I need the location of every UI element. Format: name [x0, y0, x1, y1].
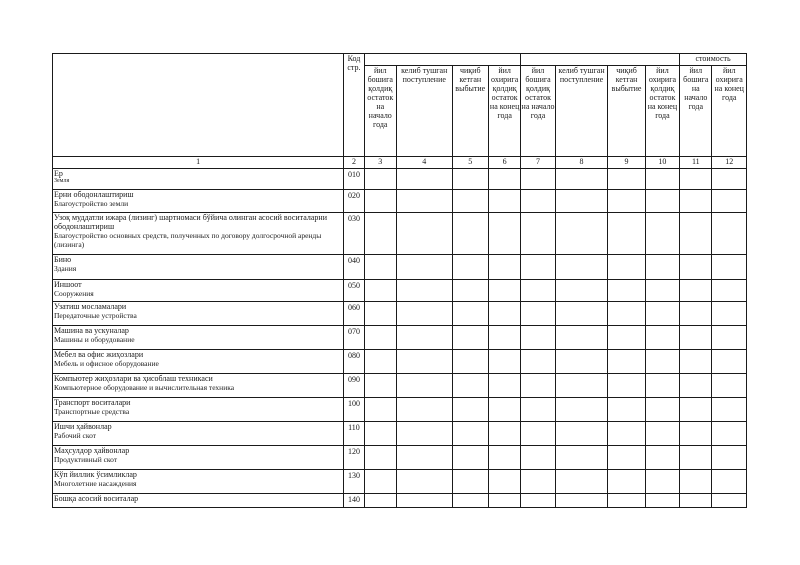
value-cell[interactable] — [608, 398, 645, 422]
row-name-cell — [53, 422, 344, 446]
value-cell[interactable] — [680, 494, 712, 508]
value-cell[interactable] — [452, 190, 488, 213]
value-cell[interactable] — [521, 326, 555, 350]
value-cell[interactable] — [452, 255, 488, 280]
value-cell[interactable] — [396, 398, 452, 422]
value-cell[interactable] — [396, 350, 452, 374]
row-name-ru: Продуктивный скот — [54, 455, 118, 464]
value-cell[interactable] — [452, 374, 488, 398]
row-name-ru: Благоустройство земли — [54, 199, 129, 208]
value-cell[interactable] — [555, 350, 608, 374]
value-cell[interactable] — [364, 169, 396, 190]
value-cell[interactable] — [555, 422, 608, 446]
value-cell[interactable] — [608, 350, 645, 374]
value-cell[interactable] — [712, 302, 747, 326]
row-name-ru: Многолетние насаждения — [54, 479, 137, 488]
header-g2-c2 — [555, 66, 608, 157]
row-name-cell — [53, 446, 344, 470]
header-text: келиб тушган поступление — [558, 66, 605, 84]
column-number: 2 — [344, 157, 364, 169]
row-code: 030 — [344, 213, 364, 255]
value-cell[interactable] — [680, 255, 712, 280]
value-cell[interactable] — [488, 422, 520, 446]
value-cell[interactable] — [555, 374, 608, 398]
row-name-ru: Благоустройство основных средств, полученных по договору долгосрочной аренды (лизинга) — [54, 231, 322, 249]
row-name-cell — [53, 350, 344, 374]
table-row — [53, 398, 747, 422]
row-name-uz: Мебел ва офис жиҳозлари — [54, 350, 144, 359]
value-cell[interactable] — [364, 494, 396, 508]
value-cell[interactable] — [712, 169, 747, 190]
row-name-uz: Маҳсулдор ҳайвонлар — [54, 446, 130, 455]
table-row — [53, 350, 747, 374]
table-row — [53, 470, 747, 494]
row-name-cell — [53, 470, 344, 494]
value-cell[interactable] — [488, 494, 520, 508]
value-cell[interactable] — [555, 494, 608, 508]
value-cell[interactable] — [608, 213, 645, 255]
value-cell[interactable] — [608, 190, 645, 213]
row-name-cell — [53, 255, 344, 280]
value-cell[interactable] — [645, 446, 679, 470]
row-code: 050 — [344, 280, 364, 302]
value-cell[interactable] — [645, 470, 679, 494]
value-cell[interactable] — [521, 470, 555, 494]
value-cell[interactable] — [521, 190, 555, 213]
row-code: 060 — [344, 302, 364, 326]
row-name-cell — [53, 326, 344, 350]
row-name-uz: Кўп йиллик ўсимликлар — [54, 470, 137, 479]
value-cell[interactable] — [712, 280, 747, 302]
value-cell[interactable] — [555, 280, 608, 302]
value-cell[interactable] — [364, 422, 396, 446]
value-cell[interactable] — [645, 213, 679, 255]
value-cell[interactable] — [521, 213, 555, 255]
value-cell[interactable] — [680, 422, 712, 446]
row-name-ru: Машины и оборудование — [54, 335, 135, 344]
table-row — [53, 446, 747, 470]
value-cell[interactable] — [555, 190, 608, 213]
value-cell[interactable] — [680, 446, 712, 470]
row-name-cell — [53, 374, 344, 398]
value-cell[interactable] — [364, 446, 396, 470]
value-cell[interactable] — [521, 350, 555, 374]
row-name-ru: Сооружения — [54, 289, 94, 298]
value-cell[interactable] — [396, 302, 452, 326]
row-name-cell — [53, 190, 344, 213]
column-number-row — [53, 157, 747, 169]
value-cell[interactable] — [488, 350, 520, 374]
row-code: 130 — [344, 470, 364, 494]
value-cell[interactable] — [396, 470, 452, 494]
value-cell[interactable] — [364, 374, 396, 398]
value-cell[interactable] — [452, 326, 488, 350]
header-g1-c3 — [452, 66, 488, 157]
value-cell[interactable] — [680, 302, 712, 326]
fixed-assets-table — [52, 53, 747, 508]
value-cell[interactable] — [396, 169, 452, 190]
row-code: 140 — [344, 494, 364, 508]
value-cell[interactable] — [521, 280, 555, 302]
column-number: 7 — [521, 157, 555, 169]
header-g1-c1 — [364, 66, 396, 157]
value-cell[interactable] — [680, 213, 712, 255]
value-cell[interactable] — [521, 255, 555, 280]
row-name-ru: Рабочий скот — [54, 431, 97, 440]
header-text: келиб тушган поступление — [401, 66, 448, 84]
value-cell[interactable] — [396, 280, 452, 302]
value-cell[interactable] — [452, 213, 488, 255]
table-row — [53, 213, 747, 255]
value-cell[interactable] — [712, 213, 747, 255]
row-name-uz: Ерни ободонлаштириш — [54, 190, 134, 199]
value-cell[interactable] — [680, 190, 712, 213]
value-cell[interactable] — [608, 494, 645, 508]
row-name-cell — [53, 169, 344, 190]
row-name-ru: Мебель и офисное оборудование — [54, 359, 159, 368]
header-text: йил бошига на начало года — [683, 66, 709, 111]
value-cell[interactable] — [396, 422, 452, 446]
value-cell[interactable] — [712, 190, 747, 213]
row-name-ru: Передаточные устройства — [54, 311, 137, 320]
value-cell[interactable] — [712, 374, 747, 398]
header-group1-top — [364, 54, 521, 66]
row-code: 110 — [344, 422, 364, 446]
value-cell[interactable] — [452, 169, 488, 190]
header-group3-top — [680, 54, 747, 66]
row-name-uz: Компьютер жиҳозлари ва ҳисоблаш техникаси — [54, 374, 213, 383]
table-row — [53, 280, 747, 302]
value-cell[interactable] — [555, 446, 608, 470]
value-cell[interactable] — [608, 446, 645, 470]
value-cell[interactable] — [645, 326, 679, 350]
row-code: 020 — [344, 190, 364, 213]
table-row — [53, 255, 747, 280]
row-code: 120 — [344, 446, 364, 470]
value-cell[interactable] — [452, 280, 488, 302]
table-row — [53, 422, 747, 446]
column-number: 4 — [396, 157, 452, 169]
table-row — [53, 374, 747, 398]
row-name-uz: Иншоот — [54, 280, 82, 289]
value-cell[interactable] — [488, 302, 520, 326]
table-row — [53, 169, 747, 190]
row-name-cell — [53, 280, 344, 302]
value-cell[interactable] — [645, 398, 679, 422]
value-cell[interactable] — [521, 494, 555, 508]
row-name-cell — [53, 302, 344, 326]
row-code: 010 — [344, 169, 364, 190]
header-text: йил бошига қолдиқ остаток на начало года — [367, 66, 394, 129]
row-name-ru: Здания — [54, 264, 77, 273]
value-cell[interactable] — [396, 213, 452, 255]
row-name-cell — [53, 213, 344, 255]
value-cell[interactable] — [712, 255, 747, 280]
value-cell[interactable] — [488, 470, 520, 494]
value-cell[interactable] — [521, 302, 555, 326]
header-text: чиқиб кетган выбытие — [611, 66, 642, 93]
value-cell[interactable] — [680, 374, 712, 398]
value-cell[interactable] — [608, 326, 645, 350]
value-cell[interactable] — [608, 422, 645, 446]
value-cell[interactable] — [488, 255, 520, 280]
value-cell[interactable] — [521, 374, 555, 398]
value-cell[interactable] — [488, 326, 520, 350]
value-cell[interactable] — [680, 398, 712, 422]
value-cell[interactable] — [645, 280, 679, 302]
column-number: 12 — [712, 157, 747, 169]
value-cell[interactable] — [712, 422, 747, 446]
column-number: 6 — [488, 157, 520, 169]
header-text: чиқиб кетган выбытие — [455, 66, 486, 93]
value-cell[interactable] — [452, 494, 488, 508]
value-cell[interactable] — [645, 302, 679, 326]
value-cell[interactable] — [396, 255, 452, 280]
column-number: 3 — [364, 157, 396, 169]
value-cell[interactable] — [364, 350, 396, 374]
value-cell[interactable] — [555, 470, 608, 494]
value-cell[interactable] — [608, 374, 645, 398]
value-cell[interactable] — [452, 398, 488, 422]
header-code-cell — [344, 54, 364, 157]
value-cell[interactable] — [488, 446, 520, 470]
value-cell[interactable] — [712, 326, 747, 350]
value-cell[interactable] — [396, 374, 452, 398]
value-cell[interactable] — [555, 169, 608, 190]
value-cell[interactable] — [488, 190, 520, 213]
header-g2-c4 — [645, 66, 679, 157]
value-cell[interactable] — [645, 422, 679, 446]
row-name-uz: Ер — [54, 169, 63, 178]
value-cell[interactable] — [712, 398, 747, 422]
row-name-cell — [53, 494, 344, 508]
value-cell[interactable] — [364, 470, 396, 494]
value-cell[interactable] — [396, 190, 452, 213]
column-number: 5 — [452, 157, 488, 169]
value-cell[interactable] — [645, 350, 679, 374]
value-cell[interactable] — [680, 470, 712, 494]
value-cell[interactable] — [645, 494, 679, 508]
header-g2-c3 — [608, 66, 645, 157]
row-name-uz: Бошқа асосий воситалар — [54, 494, 139, 503]
value-cell[interactable] — [488, 213, 520, 255]
value-cell[interactable] — [364, 280, 396, 302]
column-number: 8 — [555, 157, 608, 169]
value-cell[interactable] — [555, 302, 608, 326]
header-g3-c2 — [712, 66, 747, 157]
value-cell[interactable] — [364, 255, 396, 280]
column-number: 9 — [608, 157, 645, 169]
value-cell[interactable] — [452, 446, 488, 470]
value-cell[interactable] — [712, 494, 747, 508]
header-g1-c4 — [488, 66, 520, 157]
row-name-uz: Ишчи ҳайвонлар — [54, 422, 112, 431]
table-row — [53, 326, 747, 350]
row-code: 040 — [344, 255, 364, 280]
row-code: 090 — [344, 374, 364, 398]
value-cell[interactable] — [452, 350, 488, 374]
row-name-uz: Транспорт воситалари — [54, 398, 131, 407]
header-text: йил охирига қолдиқ остаток на конец года — [489, 66, 520, 120]
header-text: йил бошига қолдиқ остаток на начало года — [521, 66, 555, 120]
header-g2-c1 — [521, 66, 555, 157]
value-cell[interactable] — [396, 494, 452, 508]
value-cell[interactable] — [364, 302, 396, 326]
row-name-ru: Компьютерное оборудование и вычислительная техника — [54, 383, 235, 392]
value-cell[interactable] — [488, 169, 520, 190]
header-text: йил охирига қолдиқ остаток на конец года — [647, 66, 678, 120]
value-cell[interactable] — [555, 398, 608, 422]
value-cell[interactable] — [396, 446, 452, 470]
header-name-cell — [53, 54, 344, 157]
row-name-uz: Машина ва ускуналар — [54, 326, 129, 335]
column-number: 11 — [680, 157, 712, 169]
row-name-uz: Узатиш мосламалари — [54, 302, 127, 311]
row-name-cell — [53, 398, 344, 422]
value-cell[interactable] — [488, 398, 520, 422]
header-g3-c1 — [680, 66, 712, 157]
value-cell[interactable] — [364, 326, 396, 350]
row-name-ru: Транспортные средства — [54, 407, 130, 416]
row-code: 070 — [344, 326, 364, 350]
value-cell[interactable] — [488, 374, 520, 398]
column-number: 10 — [645, 157, 679, 169]
value-cell[interactable] — [364, 190, 396, 213]
row-code: 080 — [344, 350, 364, 374]
value-cell[interactable] — [521, 422, 555, 446]
value-cell[interactable] — [521, 446, 555, 470]
value-cell[interactable] — [555, 326, 608, 350]
value-cell[interactable] — [680, 280, 712, 302]
value-cell[interactable] — [452, 302, 488, 326]
value-cell[interactable] — [364, 213, 396, 255]
value-cell[interactable] — [396, 326, 452, 350]
value-cell[interactable] — [364, 398, 396, 422]
value-cell[interactable] — [712, 350, 747, 374]
table-row — [53, 190, 747, 213]
value-cell[interactable] — [645, 169, 679, 190]
value-cell[interactable] — [712, 470, 747, 494]
row-name-uz: Узоқ муддатли ижара (лизинг) шартномаси бўйича олинган асосий воситаларни ободонлаштириш — [54, 213, 327, 231]
row-name-ru: Земля — [54, 178, 70, 184]
value-cell[interactable] — [452, 470, 488, 494]
column-number: 1 — [53, 157, 344, 169]
value-cell[interactable] — [608, 470, 645, 494]
header-g1-c2 — [396, 66, 452, 157]
value-cell[interactable] — [555, 255, 608, 280]
table-row — [53, 494, 747, 508]
header-text: йил охирига на конец года — [714, 66, 744, 102]
code-label: Код стр. — [347, 54, 361, 72]
value-cell[interactable] — [645, 255, 679, 280]
value-cell[interactable] — [452, 422, 488, 446]
row-name-uz: Бино — [54, 255, 72, 264]
value-cell[interactable] — [680, 326, 712, 350]
value-cell[interactable] — [608, 302, 645, 326]
value-cell[interactable] — [608, 255, 645, 280]
value-cell[interactable] — [521, 398, 555, 422]
value-cell[interactable] — [608, 169, 645, 190]
value-cell[interactable] — [555, 213, 608, 255]
value-label: стоимость — [695, 54, 731, 63]
header-group2-top — [521, 54, 680, 66]
value-cell[interactable] — [680, 350, 712, 374]
value-cell[interactable] — [645, 374, 679, 398]
value-cell[interactable] — [608, 280, 645, 302]
value-cell[interactable] — [521, 169, 555, 190]
value-cell[interactable] — [488, 280, 520, 302]
value-cell[interactable] — [645, 190, 679, 213]
row-code: 100 — [344, 398, 364, 422]
table-row — [53, 302, 747, 326]
value-cell[interactable] — [712, 446, 747, 470]
value-cell[interactable] — [680, 169, 712, 190]
